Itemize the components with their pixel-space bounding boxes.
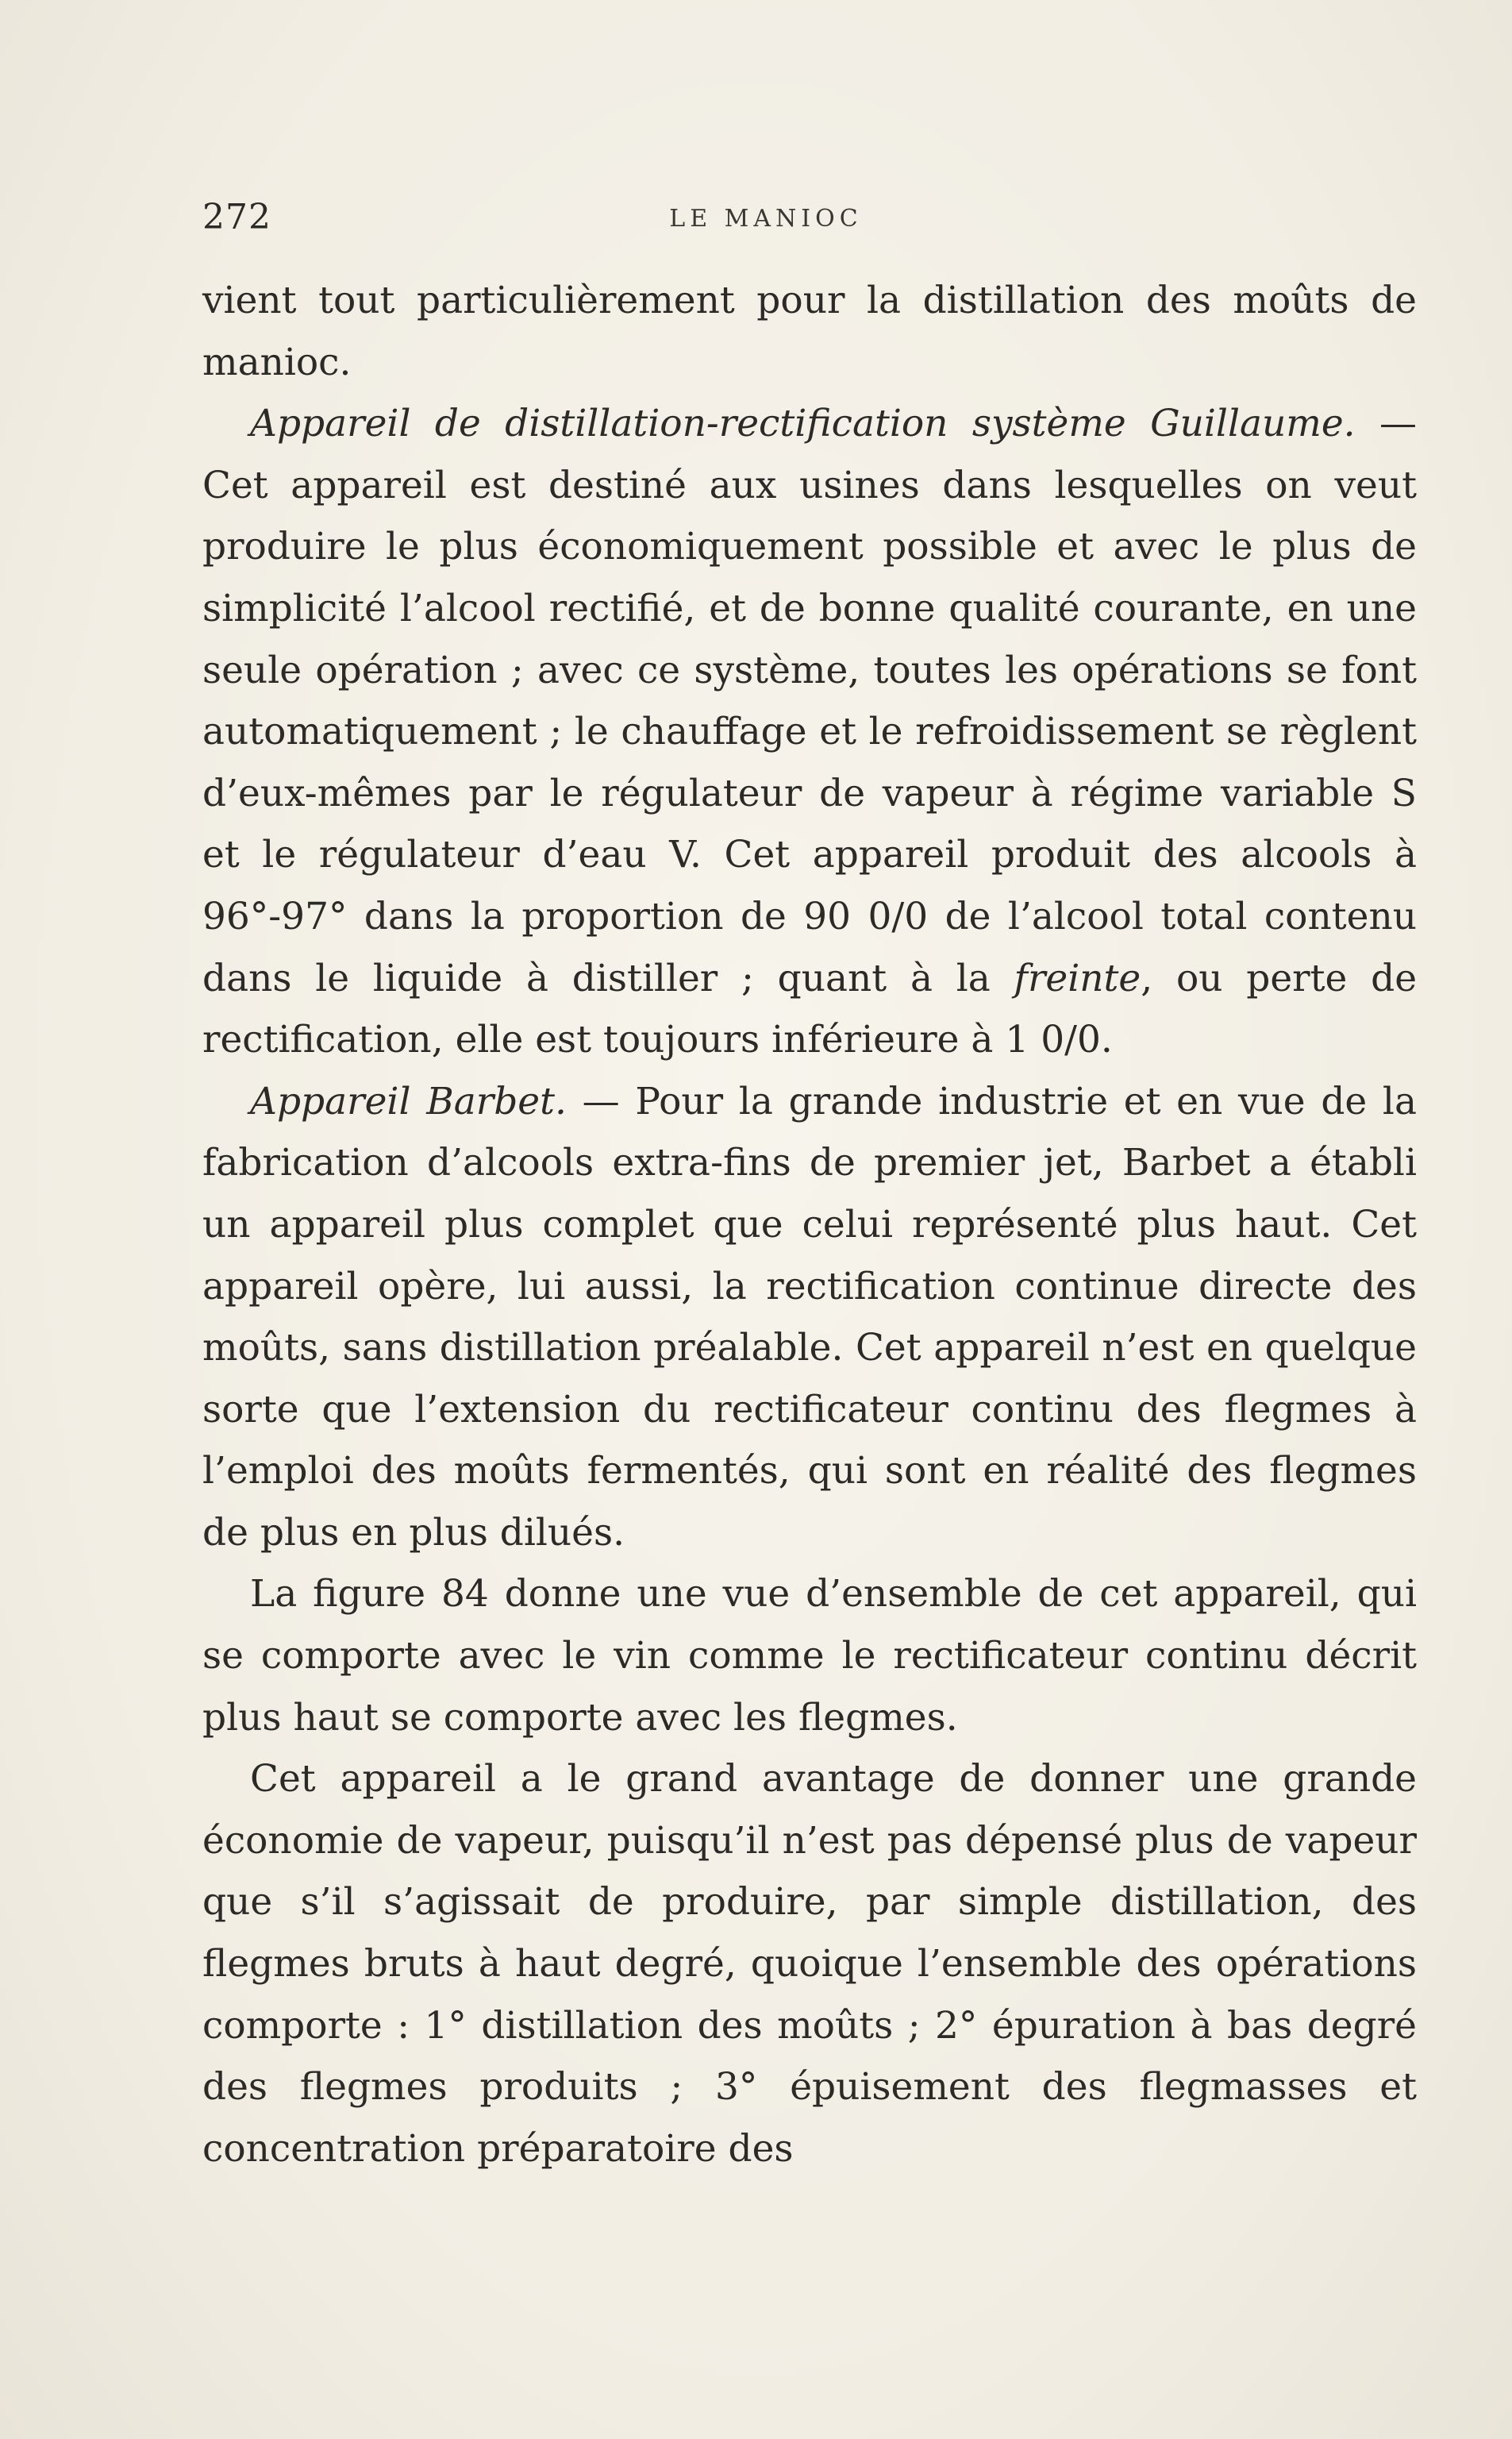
paragraph-2-text-end: , ou perte de rectification, elle est toujours inférieure à 1 0/0.	[202, 956, 1418, 1062]
body-text	[202, 270, 1417, 2179]
paragraph-3-text: — Pour la grande industrie et en vue de la fabrication d’alcools extra-fins de premier jet, Barbet a établi un appareil plus complet que celui représenté plus haut. Cet appareil opère, lui aussi, la rectification continue directe des moûts, sans distillation préalable. Cet appareil n’est en quelque sorte que l’extension du rectificateur continu des flegmes à l’emploi des moûts fermentés, qui sont en réalité des flegmes de plus en plus dilués.	[202, 1079, 1417, 1555]
paragraph-1: vient tout particulièrement pour la distillation des moûts de manioc.	[202, 279, 1417, 384]
paragraph-4: La figure 84 donne une vue d’ensemble de cet appareil, qui se comporte avec le vin comme le rectificateur continu décrit plus haut se comporte avec les flegmes.	[202, 1572, 1417, 1740]
paragraph-5: Cet appareil a le grand avantage de donner une grande économie de vapeur, puisqu’il n’est pas dépensé plus de vapeur que s’il s’agissait de produire, par simple distillation, des flegmes bruts à haut degré, quoique l’ensemble des opérations comporte : 1° distillation des moûts ; 2° épuration à bas degré des flegmes produits ; 3° épuisement des flegmasses et concentration préparatoire des	[202, 1757, 1417, 2171]
page-header	[202, 197, 1329, 245]
section-title-guillaume: Appareil de distillation-rectification système Guillaume.	[250, 402, 1356, 446]
term-freinte: freinte	[1014, 956, 1141, 1000]
page-number: 272	[202, 197, 271, 237]
section-title-barbet: Appareil Barbet.	[250, 1079, 567, 1123]
running-title: LE MANIOC	[669, 205, 863, 233]
paragraph-3	[202, 1071, 1417, 1564]
paragraph-2-text: — Cet appareil est destiné aux usines dans lesquelles on veut produire le plus économiquement possible et avec le plus de simplicité l’alcool rectifié, et de bonne qualité courante, en une seule opération ; avec ce système, toutes les opérations se font automatiquement ; le chauffage et le refroidissement se règlent d’eux-mêmes par le régulateur de vapeur à régime variable S et le régulateur d’eau V. Cet appareil produit des alcools à 96°-97° dans la proportion de 90 0/0 de l’alcool total contenu dans le liquide à distiller ; quant à la	[202, 402, 1417, 1000]
paragraph-2	[202, 393, 1417, 1071]
